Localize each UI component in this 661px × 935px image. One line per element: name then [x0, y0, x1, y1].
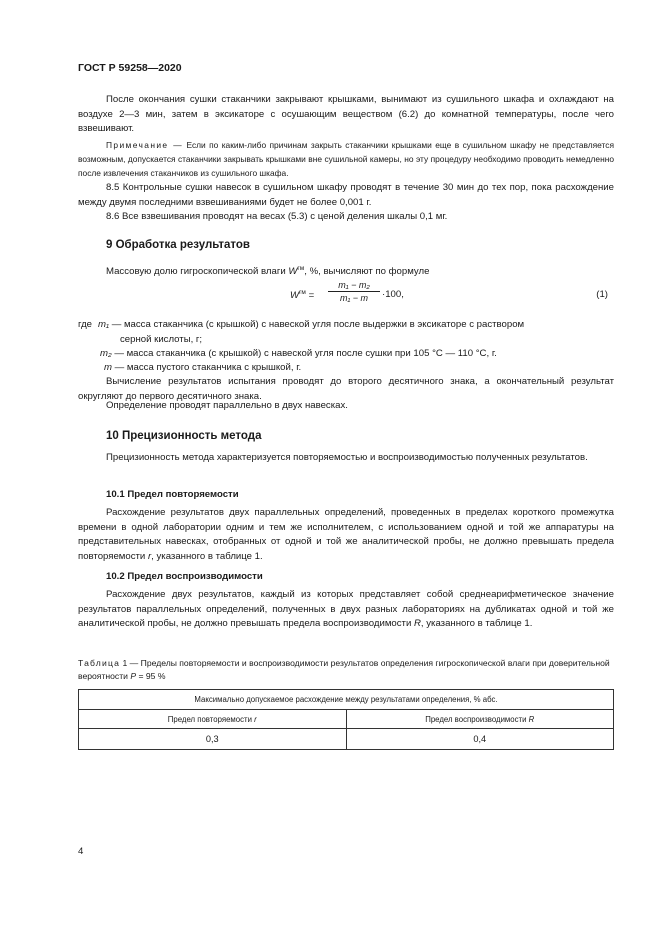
- section-9-intro: Массовую долю гигроскопической влаги $W^{гм}$, %, вычисляют по формуле: [106, 265, 430, 278]
- section-10-intro: Прецизионность метода характеризуется повторяемостью и воспроизводимостью полученных результатов.: [106, 452, 588, 463]
- note-text: Если по каким-либо причинам закрыть стаканчики крышками еще в сушильном шкафу не представляется возможным, допускается стаканчики закрывать крышками вне сушильной камеры, но эту процедуру необходимо проводить немедленно после извлечения стаканчиков из сушильного шкафа.: [78, 140, 614, 178]
- note-lead: Примечание —: [106, 140, 184, 150]
- definition-m1-cont: серной кислоты, г;: [120, 334, 203, 345]
- formula-fraction: [328, 280, 380, 303]
- table-cell-reproducibility: 0,4: [346, 729, 614, 750]
- section-9-title: 9 Обработка результатов: [106, 239, 250, 251]
- formula-1: [290, 280, 620, 310]
- formula-numerator: m₁ − m₂: [328, 280, 380, 292]
- formula-denominator: m₁ − m: [339, 293, 369, 303]
- table-col-reproducibility: Предел воспроизводимости R: [346, 710, 614, 729]
- formula-lhs: $W^{гм}$ =: [290, 289, 315, 302]
- formula-tail: ·100,: [382, 289, 404, 300]
- definition-m2: m₂ — масса стаканчика (с крышкой) с навеской угля после сушки при 105 °С — 110 °С, г.: [100, 348, 497, 359]
- paragraph-parallel: Определение проводят параллельно в двух навесках.: [106, 400, 348, 411]
- formula-number: (1): [596, 289, 608, 300]
- paragraph-8-5: 8.5 Контрольные сушки навесок в сушильном шкафу проводят в течение 30 мин до тех пор, пока расхождение между двумя последними взвешиваниями будет не более 0,001 г.: [78, 182, 614, 208]
- definition-m1: m₁ — масса стаканчика (с крышкой) с навеской угля после выдержки в эксикаторе с раствором: [98, 319, 525, 330]
- table-1: [78, 689, 614, 750]
- section-10-title: 10 Прецизионность метода: [106, 430, 262, 442]
- table-span-header: Максимально допускаемое расхождение между результатами определения, % абс.: [79, 690, 614, 710]
- paragraph-drying: После окончания сушки стаканчики закрывают крышками, вынимают из сушильного шкафа и охлаждают на воздухе 2—3 мин, затем в эксикаторе с осушающим веществом (6.2) до комнатной температуры, после чего взвешивают.: [78, 94, 614, 135]
- table-1-caption: Таблица 1 — Пределы повторяемости и воспроизводимости результатов определения гигроскопической влаги при доверительной вероятности P = 95 %: [78, 658, 610, 682]
- standard-header: ГОСТ Р 59258—2020: [78, 62, 182, 74]
- section-10-2-title: 10.2 Предел воспроизводимости: [106, 571, 263, 582]
- table-col-repeatability: Предел повторяемости r: [79, 710, 347, 729]
- definition-m: m — масса пустого стаканчика с крышкой, г.: [104, 362, 302, 373]
- section-10-2-text: Расхождение двух результатов, каждый из которых представляет собой среднеарифметическое значение результатов параллельных определений, полученных в двух разных лабораториях на дубликатах одной и той же аналитической пробы, не должно превышать предела воспроизводимости R, указанного в таблице 1.: [78, 589, 614, 630]
- where-label: где: [78, 319, 93, 330]
- paragraph-8-6: 8.6 Все взвешивания проводят на весах (5.3) с ценой деления шкалы 0,1 мг.: [106, 211, 448, 222]
- section-10-1-title: 10.1 Предел повторяемости: [106, 489, 239, 500]
- page-number: 4: [78, 846, 84, 857]
- paragraph-rounding: Вычисление результатов испытания проводят до второго десятичного знака, а окончательный результат округляют до первого десятичного знака.: [78, 376, 614, 402]
- section-10-1-text: Расхождение результатов двух параллельных определений, проведенных в пределах короткого промежутка времени в одной лаборатории одним и тем же исполнителем, с использованием одной и той же аппаратуры на представительных навесках, отобранных от одной и той же аналитической пробы, не должно превышать предела повторяемости r, указанного в таблице 1.: [78, 507, 614, 562]
- table-cell-repeatability: 0,3: [79, 729, 347, 750]
- note: [78, 139, 614, 180]
